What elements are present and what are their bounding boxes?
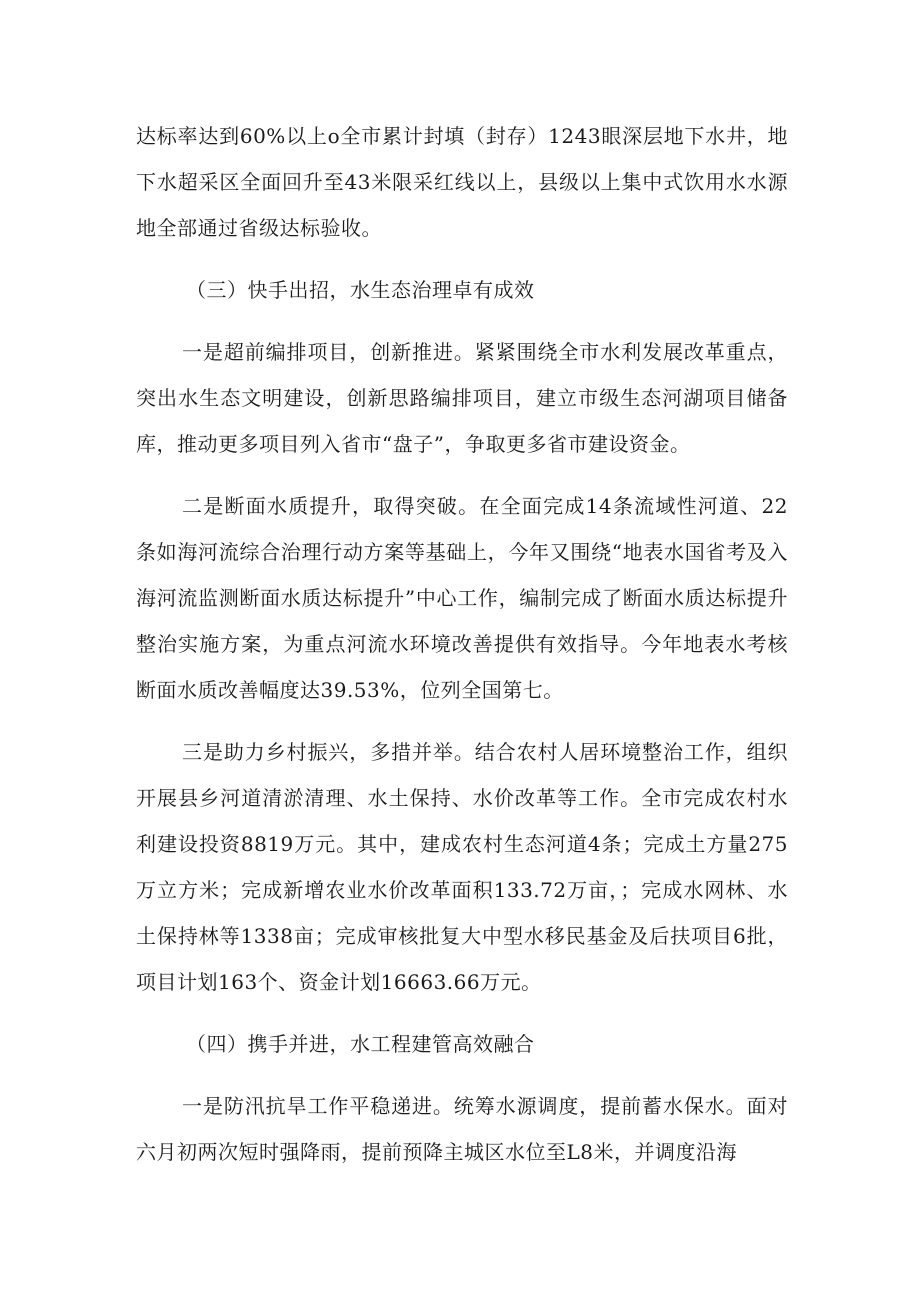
paragraph-groundwater-results: 达标率达到60%以上o全市累计封填（封存）1243眼深层地下水井，地下水超采区全面回升至43米限采红线以上，县级以上集中式饮用水水源地全部通过省级达标验收。 bbox=[136, 124, 788, 240]
paragraph-rural-revitalization: 三是助力乡村振兴，多措并举。结合农村人居环境整治工作，组织开展县乡河道清淤清理、水土保持、水价改革等工作。全市完成农村水利建设投资8819万元。其中，建成农村生态河道4条；完成土方量275万立方米；完成新增农业水价改革面积133.72万亩，；完成水网林、水土保持林等1338亩；完成审核批复大中型水移民基金及后扶项目6批，项目计划163个、资金计划16663.66万元。 bbox=[136, 740, 788, 994]
paragraph-project-planning: 一是超前编排项目，创新推进。紧紧围绕全市水利发展改革重点，突出水生态文明建设，创新思路编排项目，建立市级生态河湖项目储备库，推动更多项目列入省市“盘子”，争取更多省市建设资金。 bbox=[136, 340, 788, 456]
paragraph-water-quality: 二是断面水质提升，取得突破。在全面完成14条流域性河道、22条如海河流综合治理行动方案等基础上，今年又围绕“地表水国省考及入海河流监测断面水质达标提升”中心工作，编制完成了断面水质达标提升整治实施方案，为重点河流水环境改善提供有效指导。今年地表水考核断面水质改善幅度达39.53%，位列全国第七。 bbox=[136, 494, 788, 702]
paragraph-flood-control: 一是防汛抗旱工作平稳递进。统筹水源调度，提前蓄水保水。面对六月初两次短时强降雨，提前预降主城区水位至L8米，并调度沿海 bbox=[136, 1094, 788, 1164]
section-heading-water-ecology: （三）快手出招，水生态治理卓有成效 bbox=[186, 278, 535, 302]
document-body bbox=[136, 113, 788, 1175]
section-heading-water-engineering: （四）携手并进，水工程建管高效融合 bbox=[186, 1032, 535, 1056]
